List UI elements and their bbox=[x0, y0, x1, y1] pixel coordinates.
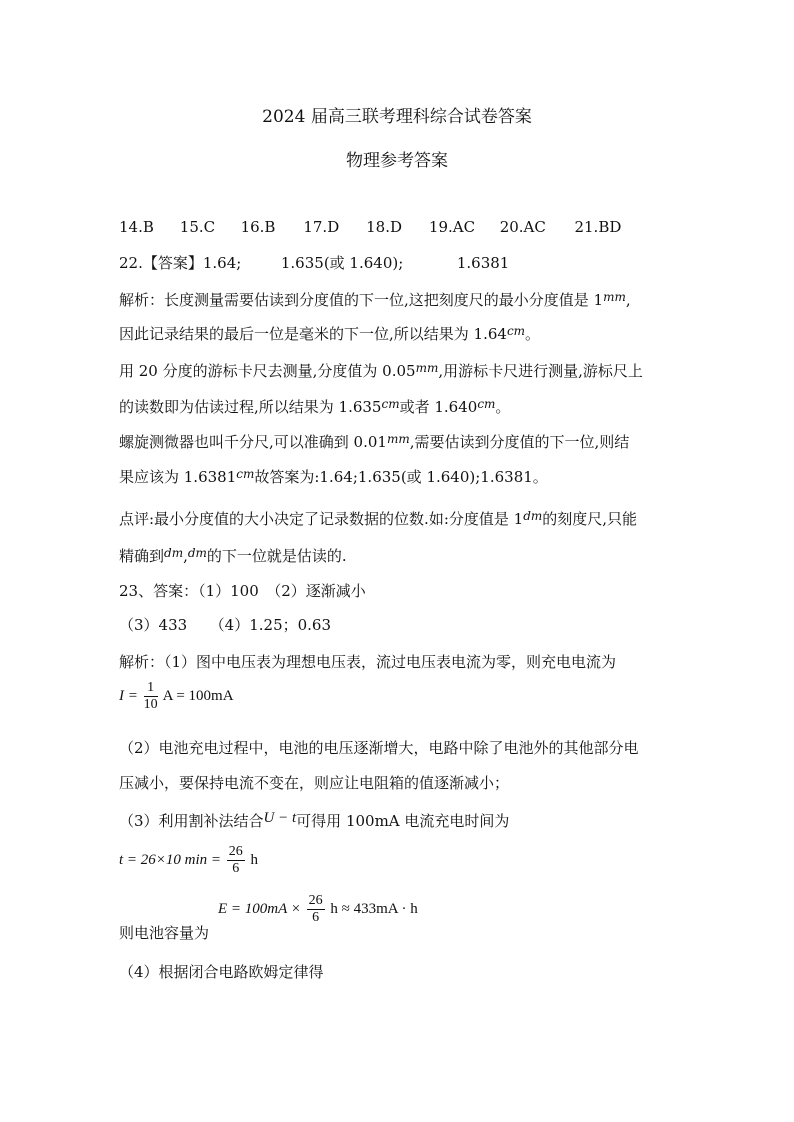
choice-answer: 20.AC bbox=[499, 218, 546, 236]
q22-explanation-line: 解析：长度测量需要估读到分度值的下一位,这把刻度尺的最小分度值是 $1^{mm}$, bbox=[119, 290, 631, 309]
q22-answer-line bbox=[119, 252, 509, 273]
u-t-symbol: U − t bbox=[263, 810, 297, 826]
q23-explanation-line: 解析：（1）图中电压表为理想电压表，流过电压表电流为零，则充电电流为 bbox=[119, 653, 617, 671]
q23-explanation-line: （3）利用割补法结合U − t可得用 100mA 电流充电时间为 bbox=[119, 810, 510, 830]
equation-time: t = 26×10 min = $\frac{26}{6}$ h bbox=[119, 844, 259, 876]
q23-explanation-line: （2）电池充电过程中，电池的电压逐渐增大，电路中除了电池外的其他部分电 bbox=[119, 739, 639, 757]
unit-mm: mm bbox=[415, 361, 439, 375]
unit-cm: cm bbox=[236, 467, 255, 481]
equation-capacity: E = 100mA × $\frac{26}{6}$ h ≈ 433mA · h bbox=[218, 893, 418, 925]
unit-dm: dm bbox=[187, 546, 207, 560]
q22-explanation-line: 用 20 分度的游标卡尺去测量,分度值为 $0.05^{mm}$,用游标卡尺进行测量,游标尺上 bbox=[119, 361, 643, 380]
unit-mm: mm bbox=[386, 432, 410, 446]
unit-mm: mm bbox=[603, 290, 626, 304]
unit-cm: cm bbox=[506, 324, 526, 338]
q22-answer-2: 1.635(或 1.640); bbox=[280, 254, 404, 272]
q22-explanation-line: 因此记录结果的最后一位是毫米的下一位,所以结果为 $1.64^{cm}$。 bbox=[119, 324, 541, 343]
q22-explanation-line: 螺旋测微器也叫千分尺,可以准确到 $0.01^{mm}$,需要估读到分度值的下一位,则结 bbox=[119, 432, 630, 451]
choice-answer: 14.B bbox=[119, 218, 154, 236]
choice-answers-row bbox=[119, 218, 621, 236]
unit-cm: cm bbox=[477, 397, 496, 411]
fraction: $\frac{26}{6}$ bbox=[228, 844, 243, 876]
q22-comment-line: 点评:最小分度值的大小决定了记录数据的位数.如:分度值是 $1^{dm}$的刻度尺,只能 bbox=[119, 509, 638, 528]
choice-answer: 16.B bbox=[240, 218, 276, 236]
unit-cm: cm bbox=[381, 397, 400, 411]
fraction: $\frac{1}{10}$ bbox=[143, 680, 158, 712]
capacity-label: 则电池容量为 bbox=[119, 924, 210, 942]
q22-comment-line: 精确到$^{dm}$,$^{dm}$的下一位就是估读的. bbox=[119, 546, 347, 565]
q23-answer-line: （3）433 （4）1.25；0.63 bbox=[119, 616, 332, 634]
unit-dm: dm bbox=[164, 546, 184, 560]
page-title: 2024 届高三联考理科综合试卷答案 bbox=[262, 107, 532, 127]
unit-dm: dm bbox=[523, 509, 543, 523]
equation-current: I = $\frac{1}{10}$ A = 100mA bbox=[119, 680, 234, 712]
choice-answer: 17.D bbox=[303, 218, 340, 236]
q22-answer-3: 1.6381 bbox=[456, 254, 510, 272]
q22-explanation-line: 的读数即为估读过程,所以结果为 $1.635^{cm}$或者 $1.640^{cm}$。 bbox=[119, 397, 511, 416]
choice-answer: 18.D bbox=[366, 218, 403, 236]
page-subtitle: 物理参考答案 bbox=[346, 151, 448, 171]
choice-answer: 15.C bbox=[179, 218, 216, 236]
fraction: $\frac{26}{6}$ bbox=[308, 893, 323, 925]
q23-explanation-line: 压减小，要保持电流不变在，则应让电阻箱的值逐渐减小； bbox=[119, 774, 510, 792]
q22-answer-1: 22.【答案】1.64; bbox=[119, 254, 242, 272]
q22-explanation-line: 果应该为 $1.6381^{cm}$故答案为:1.64;1.635(或 1.640);1.6381。 bbox=[119, 467, 548, 486]
choice-answer: 21.BD bbox=[574, 218, 622, 236]
q23-answer-line: 23、答案：（1）100 （2）逐渐减小 bbox=[119, 582, 366, 600]
q23-explanation-line: （4）根据闭合电路欧姆定律得 bbox=[119, 963, 324, 981]
choice-answer: 19.AC bbox=[428, 218, 476, 236]
